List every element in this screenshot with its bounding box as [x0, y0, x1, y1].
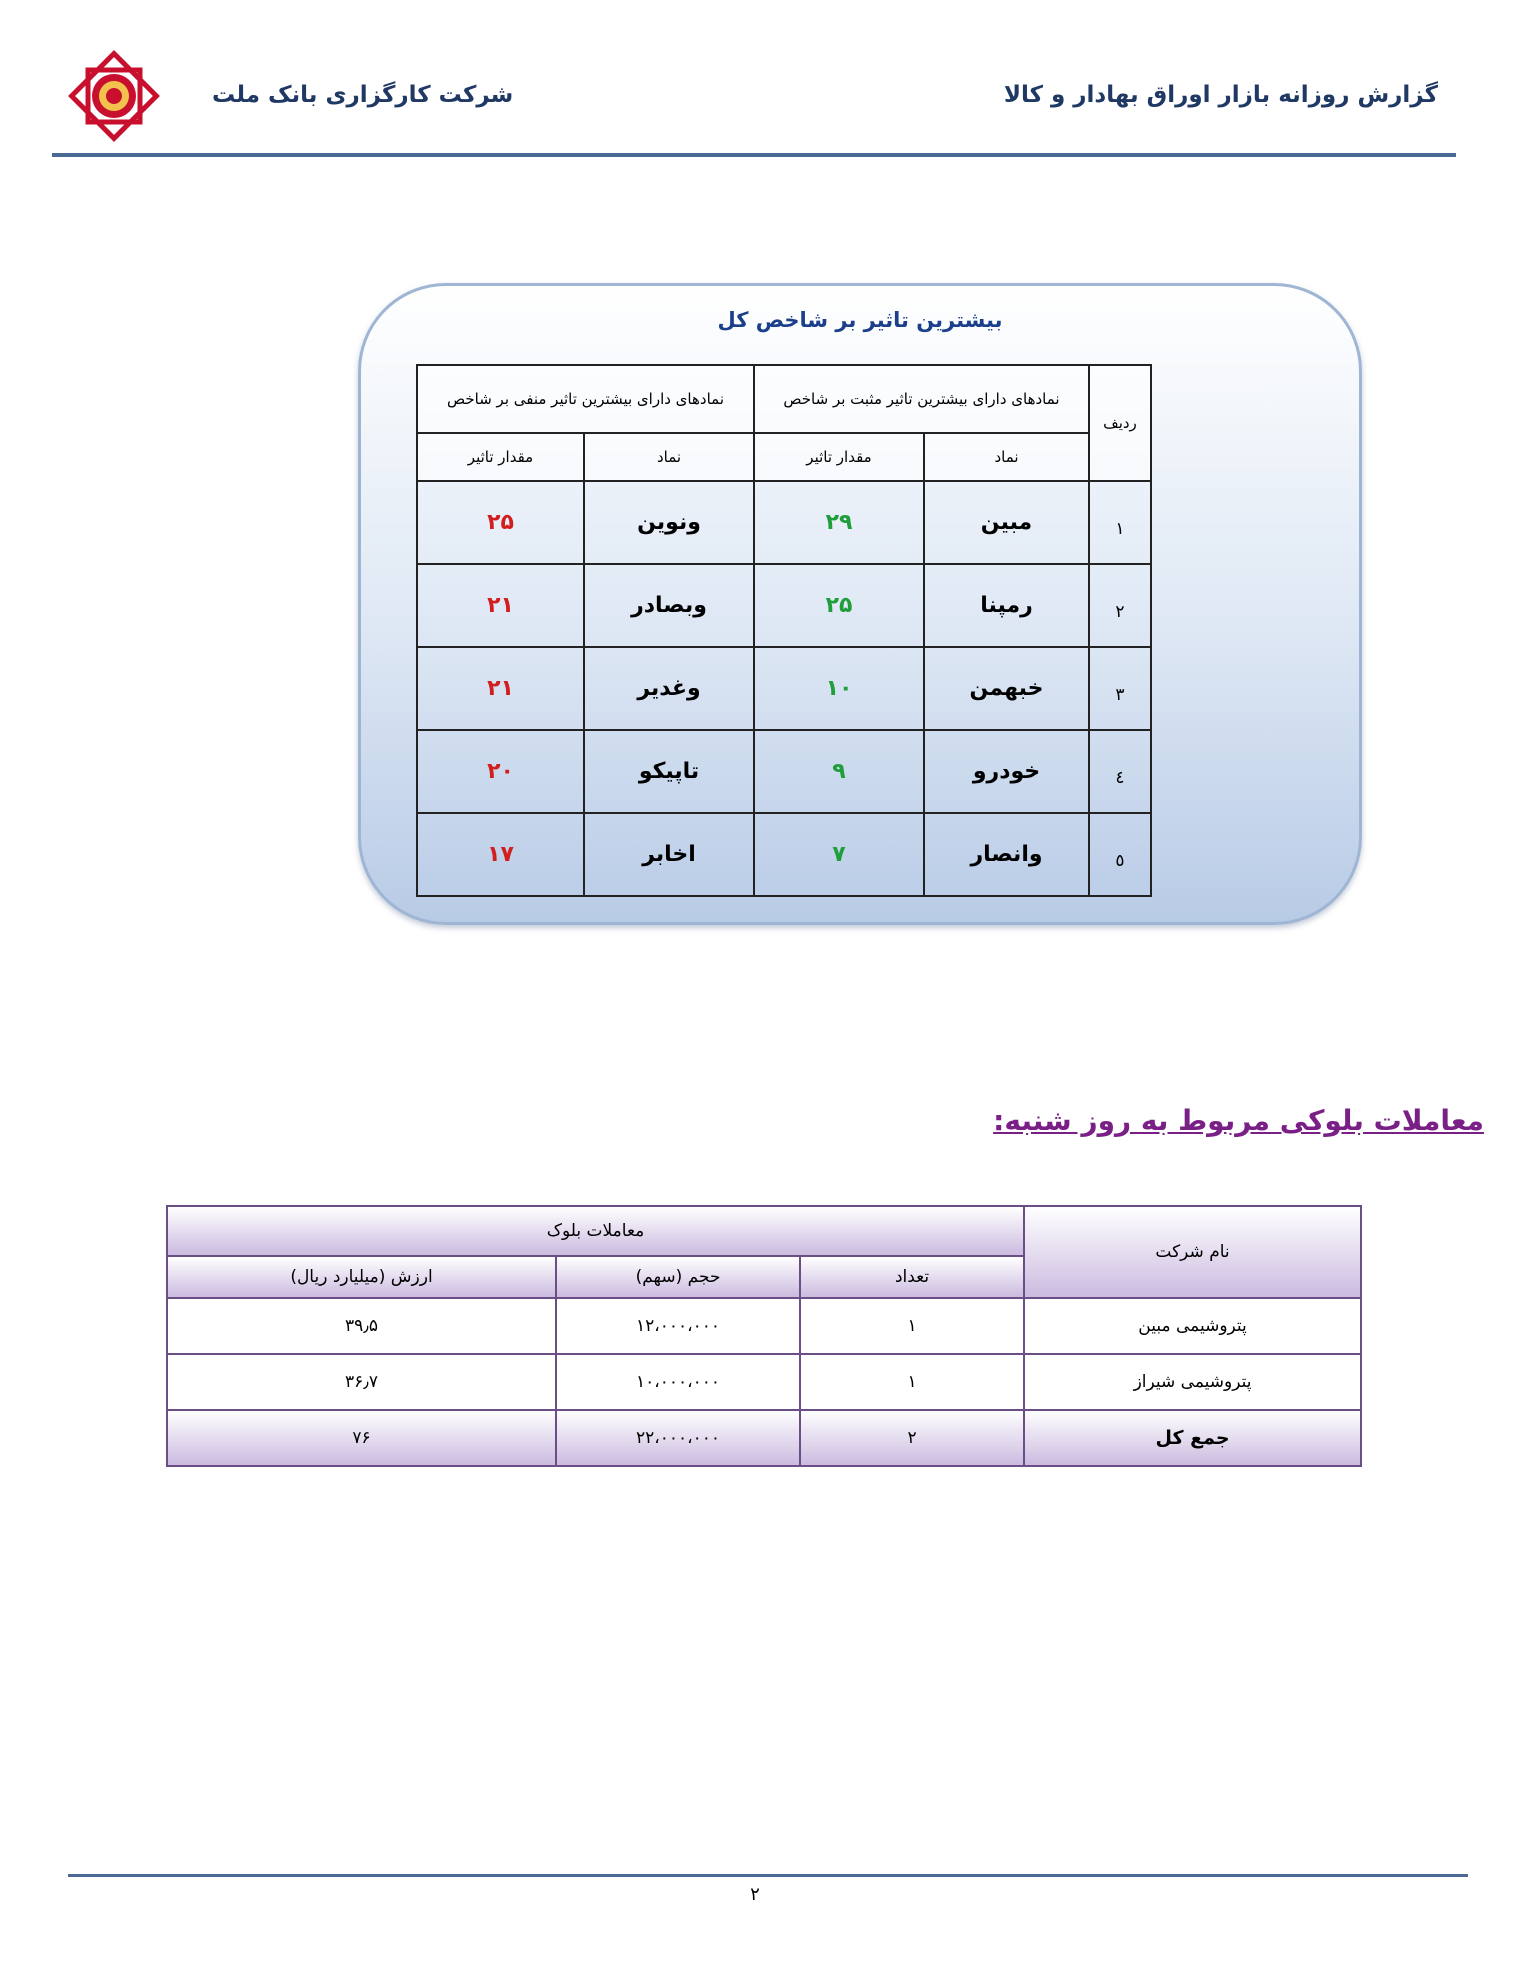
- col-pos-amount-header: مقدار تاثیر: [754, 433, 924, 481]
- page-number: ۲: [750, 1884, 760, 1905]
- rank-cell: ۲: [1089, 564, 1151, 647]
- header-divider: [52, 153, 1456, 157]
- value-cell: ۳۶٫۷: [167, 1354, 556, 1410]
- pos-amount-cell: ۲۵: [754, 564, 924, 647]
- neg-amount-cell: ۲۱: [417, 647, 584, 730]
- pos-amount-cell: ۱۰: [754, 647, 924, 730]
- total-volume-cell: ۲۲،۰۰۰،۰۰۰: [556, 1410, 800, 1466]
- table-row: [417, 564, 1151, 647]
- table-row: [167, 1354, 1361, 1410]
- neg-symbol-cell: ونوین: [584, 481, 754, 564]
- col-pos-symbol-header: نماد: [924, 433, 1089, 481]
- col-positive-group-header: نمادهای دارای بیشترین تاثیر مثبت بر شاخص: [754, 365, 1089, 433]
- col-company-header: نام شرکت: [1024, 1206, 1361, 1298]
- col-rank-header: ردیف: [1089, 365, 1151, 481]
- col-block-group-header: معاملات بلوک: [167, 1206, 1024, 1256]
- footer-divider: [68, 1874, 1468, 1877]
- table-row: [417, 647, 1151, 730]
- rank-cell: ٤: [1089, 730, 1151, 813]
- count-cell: ۱: [800, 1354, 1024, 1410]
- rank-cell: ۱: [1089, 481, 1151, 564]
- col-neg-symbol-header: نماد: [584, 433, 754, 481]
- bank-mellat-logo-icon: [62, 44, 166, 148]
- company-name: شرکت کارگزاری بانک ملت: [212, 82, 514, 108]
- col-negative-group-header: نمادهای دارای بیشترین تاثیر منفی بر شاخص: [417, 365, 754, 433]
- company-cell: پتروشیمی مبین: [1024, 1298, 1361, 1354]
- rank-cell: ٥: [1089, 813, 1151, 896]
- pos-symbol-cell: وانصار: [924, 813, 1089, 896]
- report-title: گزارش روزانه بازار اوراق بهادار و کالا: [1003, 82, 1438, 108]
- count-cell: ۱: [800, 1298, 1024, 1354]
- index-impact-panel: [358, 283, 1362, 925]
- pos-amount-cell: ۹: [754, 730, 924, 813]
- pos-symbol-cell: رمپنا: [924, 564, 1089, 647]
- neg-symbol-cell: وغدیر: [584, 647, 754, 730]
- neg-symbol-cell: تاپیکو: [584, 730, 754, 813]
- neg-amount-cell: ۲۵: [417, 481, 584, 564]
- table-row: [167, 1298, 1361, 1354]
- neg-amount-cell: ۱۷: [417, 813, 584, 896]
- neg-symbol-cell: اخابر: [584, 813, 754, 896]
- total-row: [167, 1410, 1361, 1466]
- total-value-cell: ۷۶: [167, 1410, 556, 1466]
- rank-cell: ۳: [1089, 647, 1151, 730]
- block-trades-table: [166, 1205, 1362, 1467]
- value-cell: ۳۹٫۵: [167, 1298, 556, 1354]
- table-row: [417, 481, 1151, 564]
- volume-cell: ۱۰،۰۰۰،۰۰۰: [556, 1354, 800, 1410]
- pos-symbol-cell: خودرو: [924, 730, 1089, 813]
- col-value-header: ارزش (میلیارد ریال): [167, 1256, 556, 1298]
- pos-symbol-cell: خبهمن: [924, 647, 1089, 730]
- neg-symbol-cell: وبصادر: [584, 564, 754, 647]
- col-volume-header: حجم (سهم): [556, 1256, 800, 1298]
- pos-amount-cell: ۲۹: [754, 481, 924, 564]
- block-trades-heading: معاملات بلوکی مربوط به روز شنبه:: [993, 1104, 1484, 1137]
- col-count-header: تعداد: [800, 1256, 1024, 1298]
- table-row: [417, 813, 1151, 896]
- total-label-cell: جمع کل: [1024, 1410, 1361, 1466]
- volume-cell: ۱۲،۰۰۰،۰۰۰: [556, 1298, 800, 1354]
- pos-symbol-cell: مبین: [924, 481, 1089, 564]
- pos-amount-cell: ۷: [754, 813, 924, 896]
- col-neg-amount-header: مقدار تاثیر: [417, 433, 584, 481]
- neg-amount-cell: ۲۰: [417, 730, 584, 813]
- panel-title: بیشترین تاثیر بر شاخص کل: [717, 308, 1003, 332]
- company-cell: پتروشیمی شیراز: [1024, 1354, 1361, 1410]
- index-impact-table: [416, 364, 1152, 897]
- table-row: [417, 730, 1151, 813]
- neg-amount-cell: ۲۱: [417, 564, 584, 647]
- total-count-cell: ۲: [800, 1410, 1024, 1466]
